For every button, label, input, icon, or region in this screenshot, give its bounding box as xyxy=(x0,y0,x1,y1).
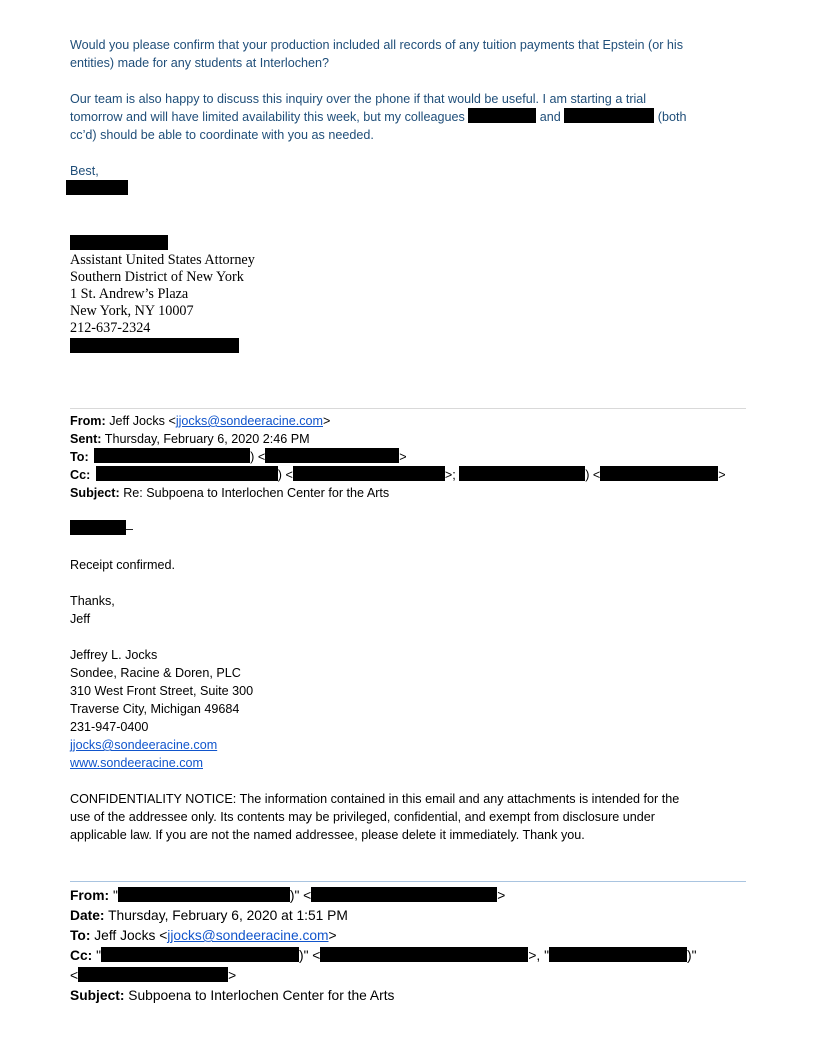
from-label: From: xyxy=(70,888,110,903)
redaction xyxy=(66,180,128,195)
redaction xyxy=(96,466,278,481)
redaction xyxy=(70,520,126,535)
sig2-website-link[interactable]: www.sondeeracine.com xyxy=(70,756,203,770)
email1-para2-line2 xyxy=(70,108,687,126)
email2-name-short: Jeff xyxy=(70,612,91,626)
notice-line3: applicable law. If you are not the named addressee, please delete it immediately. Thank you. xyxy=(70,828,585,842)
email1-and: and xyxy=(539,110,561,124)
to-email-link[interactable]: jjocks@sondeeracine.com xyxy=(167,928,329,943)
notice-line1: CONFIDENTIALITY NOTICE: The information contained in this email and any attachments is intended for the xyxy=(70,792,680,806)
redaction xyxy=(101,947,299,962)
to-name: Jeff Jocks < xyxy=(94,928,168,943)
cc-sep: ) < xyxy=(585,468,601,482)
to-label: To: xyxy=(70,450,89,464)
greeting-dash: – xyxy=(126,522,134,536)
subject-label: Subject: xyxy=(70,486,120,500)
cc-close: > xyxy=(228,968,237,983)
cc-mid: >, " xyxy=(528,948,549,963)
redaction xyxy=(468,108,536,123)
email1-para1-line1: Would you please confirm that your production included all records of any tuition payments that Epstein (or his xyxy=(70,38,683,52)
email1-para2-line3: cc’d) should be able to coordinate with you as needed. xyxy=(70,128,374,142)
email2-body: Receipt confirmed. xyxy=(70,558,175,572)
redaction xyxy=(600,466,718,481)
redaction xyxy=(70,338,239,353)
email1-para1-line2: entities) made for any students at Interlochen? xyxy=(70,56,330,70)
date-value: Thursday, February 6, 2020 at 1:51 PM xyxy=(108,908,348,923)
cc-close: > xyxy=(718,468,726,482)
subject-value: Re: Subpoena to Interlochen Center for the Arts xyxy=(123,486,390,500)
header1-sent xyxy=(70,430,310,448)
sent-value: Thursday, February 6, 2020 2:46 PM xyxy=(104,432,310,446)
from-label: From: xyxy=(70,414,106,428)
redaction xyxy=(78,967,228,982)
from-close: > xyxy=(323,414,331,428)
sig2-address1: 310 West Front Street, Suite 300 xyxy=(70,684,254,698)
header1-cc xyxy=(70,466,726,484)
email1-para2-line2-b: (both xyxy=(657,110,687,124)
header2-cc xyxy=(70,946,697,966)
redaction xyxy=(70,235,168,250)
sig1-address2: New York, NY 10007 xyxy=(70,303,194,319)
sig2-phone: 231-947-0400 xyxy=(70,720,149,734)
header2-from xyxy=(70,886,505,906)
to-close: > xyxy=(328,928,337,943)
sig1-title: Assistant United States Attorney xyxy=(70,252,255,268)
sig2-name: Jeffrey L. Jocks xyxy=(70,648,158,662)
header1-from xyxy=(70,412,330,430)
sig1-phone: 212-637-2324 xyxy=(70,320,151,336)
sig2-address2: Traverse City, Michigan 49684 xyxy=(70,702,240,716)
header-divider xyxy=(70,881,746,882)
header2-to xyxy=(70,926,337,946)
header2-date xyxy=(70,906,348,926)
header-divider xyxy=(70,408,746,409)
redaction xyxy=(320,947,528,962)
sig2-firm: Sondee, Racine & Doren, PLC xyxy=(70,666,241,680)
date-label: Date: xyxy=(70,908,105,923)
from-quote: " xyxy=(112,888,118,903)
sig2-email-link[interactable]: jjocks@sondeeracine.com xyxy=(70,738,218,752)
email1-para2-line1: Our team is also happy to discuss this inquiry over the phone if that would be useful. I am starting a trial xyxy=(70,92,647,106)
sent-label: Sent: xyxy=(70,432,102,446)
cc-label: Cc: xyxy=(70,948,93,963)
redaction xyxy=(459,466,585,481)
to-sep: ) < xyxy=(250,450,266,464)
email2-thanks: Thanks, xyxy=(70,594,115,608)
sig1-address1: 1 St. Andrew’s Plaza xyxy=(70,286,189,302)
header2-subject xyxy=(70,986,394,1006)
email2-greeting xyxy=(70,520,133,538)
to-label: To: xyxy=(70,928,91,943)
redaction xyxy=(118,887,290,902)
email1-para2-line2-a: tomorrow and will have limited availability this week, but my colleagues xyxy=(70,110,465,124)
sig1-office: Southern District of New York xyxy=(70,269,244,285)
cc-label: Cc: xyxy=(70,468,91,482)
header1-subject xyxy=(70,484,389,502)
redaction xyxy=(94,448,250,463)
from-email-link[interactable]: jjocks@sondeeracine.com xyxy=(175,414,323,428)
header1-to xyxy=(70,448,407,466)
redaction xyxy=(564,108,654,123)
header2-cc-cont xyxy=(70,966,236,986)
cc-semicolon: >; xyxy=(444,468,456,482)
redaction xyxy=(311,887,497,902)
cc-lt: < xyxy=(70,968,79,983)
cc-sep: ) < xyxy=(277,468,293,482)
from-name: Jeff Jocks < xyxy=(109,414,176,428)
subject-label: Subject: xyxy=(70,988,125,1003)
email1-closing: Best, xyxy=(70,164,99,178)
redaction xyxy=(293,466,445,481)
cc-quote: " xyxy=(96,948,101,963)
redaction xyxy=(265,448,399,463)
cc-end: )" xyxy=(687,948,697,963)
redaction xyxy=(549,947,687,962)
subject-value: Subpoena to Interlochen Center for the Arts xyxy=(128,988,395,1003)
to-close: > xyxy=(399,450,407,464)
notice-line2: use of the addressee only. Its contents may be privileged, confidential, and exempt from disclosure under xyxy=(70,810,656,824)
cc-sep: )" < xyxy=(298,948,321,963)
from-sep: )" < xyxy=(289,888,312,903)
from-close: > xyxy=(497,888,506,903)
